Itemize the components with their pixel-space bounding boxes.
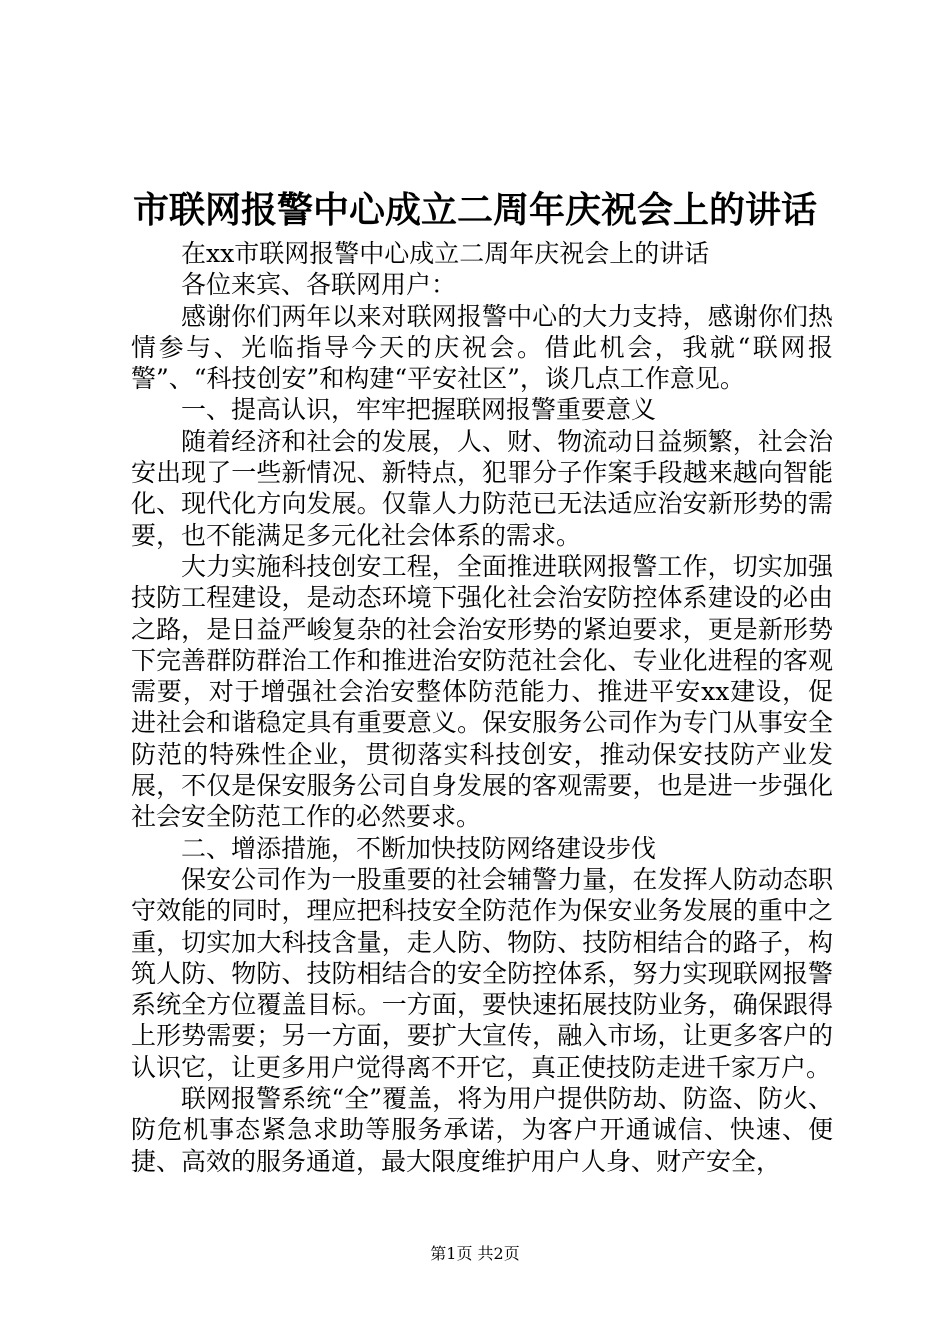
page-footer: 第1页 共2页 — [430, 1244, 520, 1263]
paragraph-opening: 感谢你们两年以来对联网报警中心的大力支持，感谢你们热情参与、光临指导今天的庆祝会。借此机会，我就“联网报警”、“科技创安”和构建“平安社区”，谈几点工作意见。 — [131, 301, 833, 394]
paragraph-body: 大力实施科技创安工程，全面推进联网报警工作，切实加强技防工程建设，是动态环境下强化社会治安防控体系建设的必由之路，是日益严峻复杂的社会治安形势的紧迫要求，更是新形势下完善群防群治工作和推进治安防范社会化、专业化进程的客观需要，对于增强社会治安整体防范能力、推进平安xx建设，促进社会和谐稳定具有重要意义。保安服务公司作为专门从事安全防范的特殊性企业，贯彻落实科技创安，推动保安技防产业发展，不仅是保安服务公司自身发展的客观需要，也是进一步强化社会安全防范工作的必然要求。 — [131, 551, 833, 832]
section-heading-one: 一、提高认识，牢牢把握联网报警重要意义 — [181, 395, 657, 425]
paragraph-body: 随着经济和社会的发展，人、财、物流动日益频繁，社会治安出现了一些新情况、新特点，犯罪分子作案手段越来越向智能化、现代化方向发展。仅靠人力防范已无法适应治安新形势的需要，也不能满足多元化社会体系的需求。 — [131, 426, 833, 550]
document-title: 市联网报警中心成立二周年庆祝会上的讲话 — [132, 189, 817, 231]
paragraph-body: 保安公司作为一股重要的社会辅警力量，在发挥人防动态职守效能的同时，理应把科技安全防范作为保安业务发展的重中之重，切实加大科技含量，走人防、物防、技防相结合的路子，构筑人防、物防、技防相结合的安全防控体系，努力实现联网报警系统全方位覆盖目标。一方面，要快速拓展技防业务，确保跟得上形势需要；另一方面，要扩大宣传，融入市场，让更多客户的认识它，让更多用户觉得离不开它，真正使技防走进千家万户。 — [131, 864, 833, 1082]
paragraph-body: 联网报警系统“全”覆盖，将为用户提供防劫、防盗、防火、防危机事态紧急求助等服务承诺，为客户开通诚信、快速、便捷、高效的服务通道，最大限度维护用户人身、财产安全， — [131, 1084, 833, 1176]
paragraph-heading: 在xx市联网报警中心成立二周年庆祝会上的讲话 — [181, 239, 710, 268]
section-heading-two: 二、增添措施，不断加快技防网络建设步伐 — [181, 833, 657, 863]
paragraph-salutation: 各位来宾、各联网用户： — [181, 270, 457, 300]
document-body — [131, 238, 833, 1177]
